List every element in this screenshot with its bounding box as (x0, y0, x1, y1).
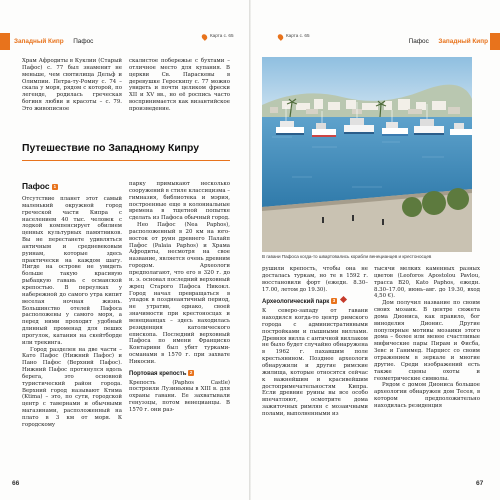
harbour-photo (262, 57, 472, 252)
map-reference: Карта с. 65 (210, 33, 234, 38)
header-section: Западный Кипр (438, 38, 488, 45)
left-column-2 (129, 181, 230, 469)
section-heading-text: Пафос (22, 181, 50, 191)
map-reference: Карта с. 65 (286, 33, 310, 38)
paragraph: Крепость (Paphos Castle) построили Лузиньяны в XIII в. для охраны гавани. Ее захватывали генуэзцы, потом венецианцы. В 1570 г. они раз- (129, 379, 230, 413)
paragraph: Город разделен на две части – Като Пафос (Нижний Пафос) и Пано Пафос (Верхний Пафос). Нижний Пафос протянулся вдоль берега, это основной туристический район города. Верхний город называют Ктима (Ktima) – это, по сути, городской центр с тавернами и обычными магазинами, расположенный на плато в 3 км от моря. К городскому (22, 346, 122, 428)
section-heading-paphos (22, 181, 58, 191)
location-number-badge: 2 (189, 369, 193, 375)
paragraph: парку примыкают несколько сооружений в стиле классицизма – гимназия, библиотека и мэрия, построенные еще в колониальные времена в тщетной попытке сделать из Пафоса обычный город. (129, 181, 230, 222)
paragraph: Нео Пафос (Nea Paphos), расположенный в 20 км на юго-восток от руин древнего Палайп Пафос (Palaia Paphos) и Храма Афродиты, несмотря на свое название, является очень древним городом. Археологи предполагают, что его в 320 г. до н. э. основал последний верховный жрец Старого Пафоса Никокл. Город начал превращаться в упадок в позднеантичный период, не утратив, однако, своей значимости при крестоносцах и венецианцах – здесь находилась резиденция католического епископа. Последний верховный Пафоса по имени Франциско Контарини был убит турками-османами в 1570 г. при захвате Никосии. (129, 222, 230, 365)
running-header (14, 36, 93, 47)
header-section: Западный Кипр (14, 38, 64, 45)
paragraph: Отсутствие планет этот самый маленький окружной город греческой части Кипра с населением 40 тыс. человек с лодкой компенсирует обилием ценных культурных памятников. Вы не перестанете удивляться античным и средневековым руинам, которые здесь практически на каждом шагу. Нигде на острове не увидеть больше такую красивую рыбацкую гавань с османской крепостью. В переулках у набережной до самого утра кипит веселая ночная жизнь. Большинство отелей Пафоса расположены у самого моря, а перед ними проходит удобный длинный променад для пеших прогулок, катания на скейтборде или трекинга. (22, 196, 122, 346)
chapter-heading: Путешествие по Западному Кипру (22, 143, 199, 154)
running-header (393, 36, 488, 47)
heading-rule (22, 160, 230, 161)
map-pin-icon (201, 33, 209, 41)
map-pin-icon (277, 33, 285, 41)
subsection-heading-text: Портовая крепость (129, 370, 187, 377)
subsection-heading-fortress (129, 370, 230, 378)
photo-caption: В гавани Пафоса когда-то швартовались корабли венецианцев и крестоносцев (262, 254, 432, 259)
header-place: Пафос (73, 38, 94, 45)
paragraph: рушили крепость, чтобы она не досталась туркам, но те в 1592 г. восстановили форт (ежедн. 8.30–17.00, летом до 19.30). (262, 266, 368, 293)
location-number-badge: 1 (53, 184, 57, 189)
intro-text-1: Храм Афродиты в Куклии (Старый Пафос) с. 77 был знаменит не меньше, чем святилища Дельф и Олимпии. Петра-ту-Ромиу с. 74 – скала у моря, рядом с которой, по легенде, родилась греческая богиня любви и красоты – с. 79. Это живописное (22, 58, 122, 112)
paragraph: Рядом с домом Диониса большое археологии обнаружен дом Тесея, в котором предположительно находилась резиденция (374, 382, 480, 409)
paragraph: Дом получил название по своим своих мозаик. В центре сюжета дома Диониса, как правило, бог виноделия Дионис. Другие популярные мотивы мозаики этого дома – более или менее счастливые мифические пары Пирам и Фисба, Зевс и Ганимед. Нарцисс со своим отражением в зеркале и многие другие. Среди изображений есть также сцены охоты и геометрические символы. (374, 300, 480, 382)
intro-text-2: скалистое побережье с бухтами – отличное место для купания. В церкви Св. Параскевы в деревушке Героскипу с. 77 можно увидеть и почти целиком фрески XII и XV вв., но её роспись часто воспринимается как византийское произведение. (129, 58, 230, 112)
section-tab (0, 33, 10, 50)
left-column-1 (22, 196, 122, 466)
location-number-badge: 3 (332, 298, 336, 304)
paragraph: тысячи мелких каменных разных цветов (Leoforos Apostolou Pavlou, трасса B20, Kato Paphos, ежедн. 8.30–17.00, июнь–авг. до 19.30, вход 4,50 €). (374, 266, 480, 300)
page-number-left: 66 (12, 480, 20, 487)
intro-column-2 (129, 58, 230, 113)
page-number-right: 67 (476, 480, 484, 487)
section-tab (490, 33, 500, 50)
header-place: Пафос (408, 38, 429, 45)
subsection-heading-text: Археологический парк (262, 299, 330, 306)
intro-column-1 (22, 58, 122, 113)
paragraph: К северо-западу от гавани находился когда-то центр римского города с административными постройками и пышными виллами. Древняя вилла с античной виллаком не было будет случайно обнаружена в 1962 г. пахавшим поле крестьянином. Позднее археологи обнаружили и другие римские жилища, которые относятся сейчас к важнейшим и красивейшим достопримечательностям Кипра. Если древние руины вы все особо впечатляют, осмотрите дома зажиточных римлян с мозаичными полами, выполненными из (262, 308, 368, 417)
harbour-illustration (262, 57, 472, 252)
